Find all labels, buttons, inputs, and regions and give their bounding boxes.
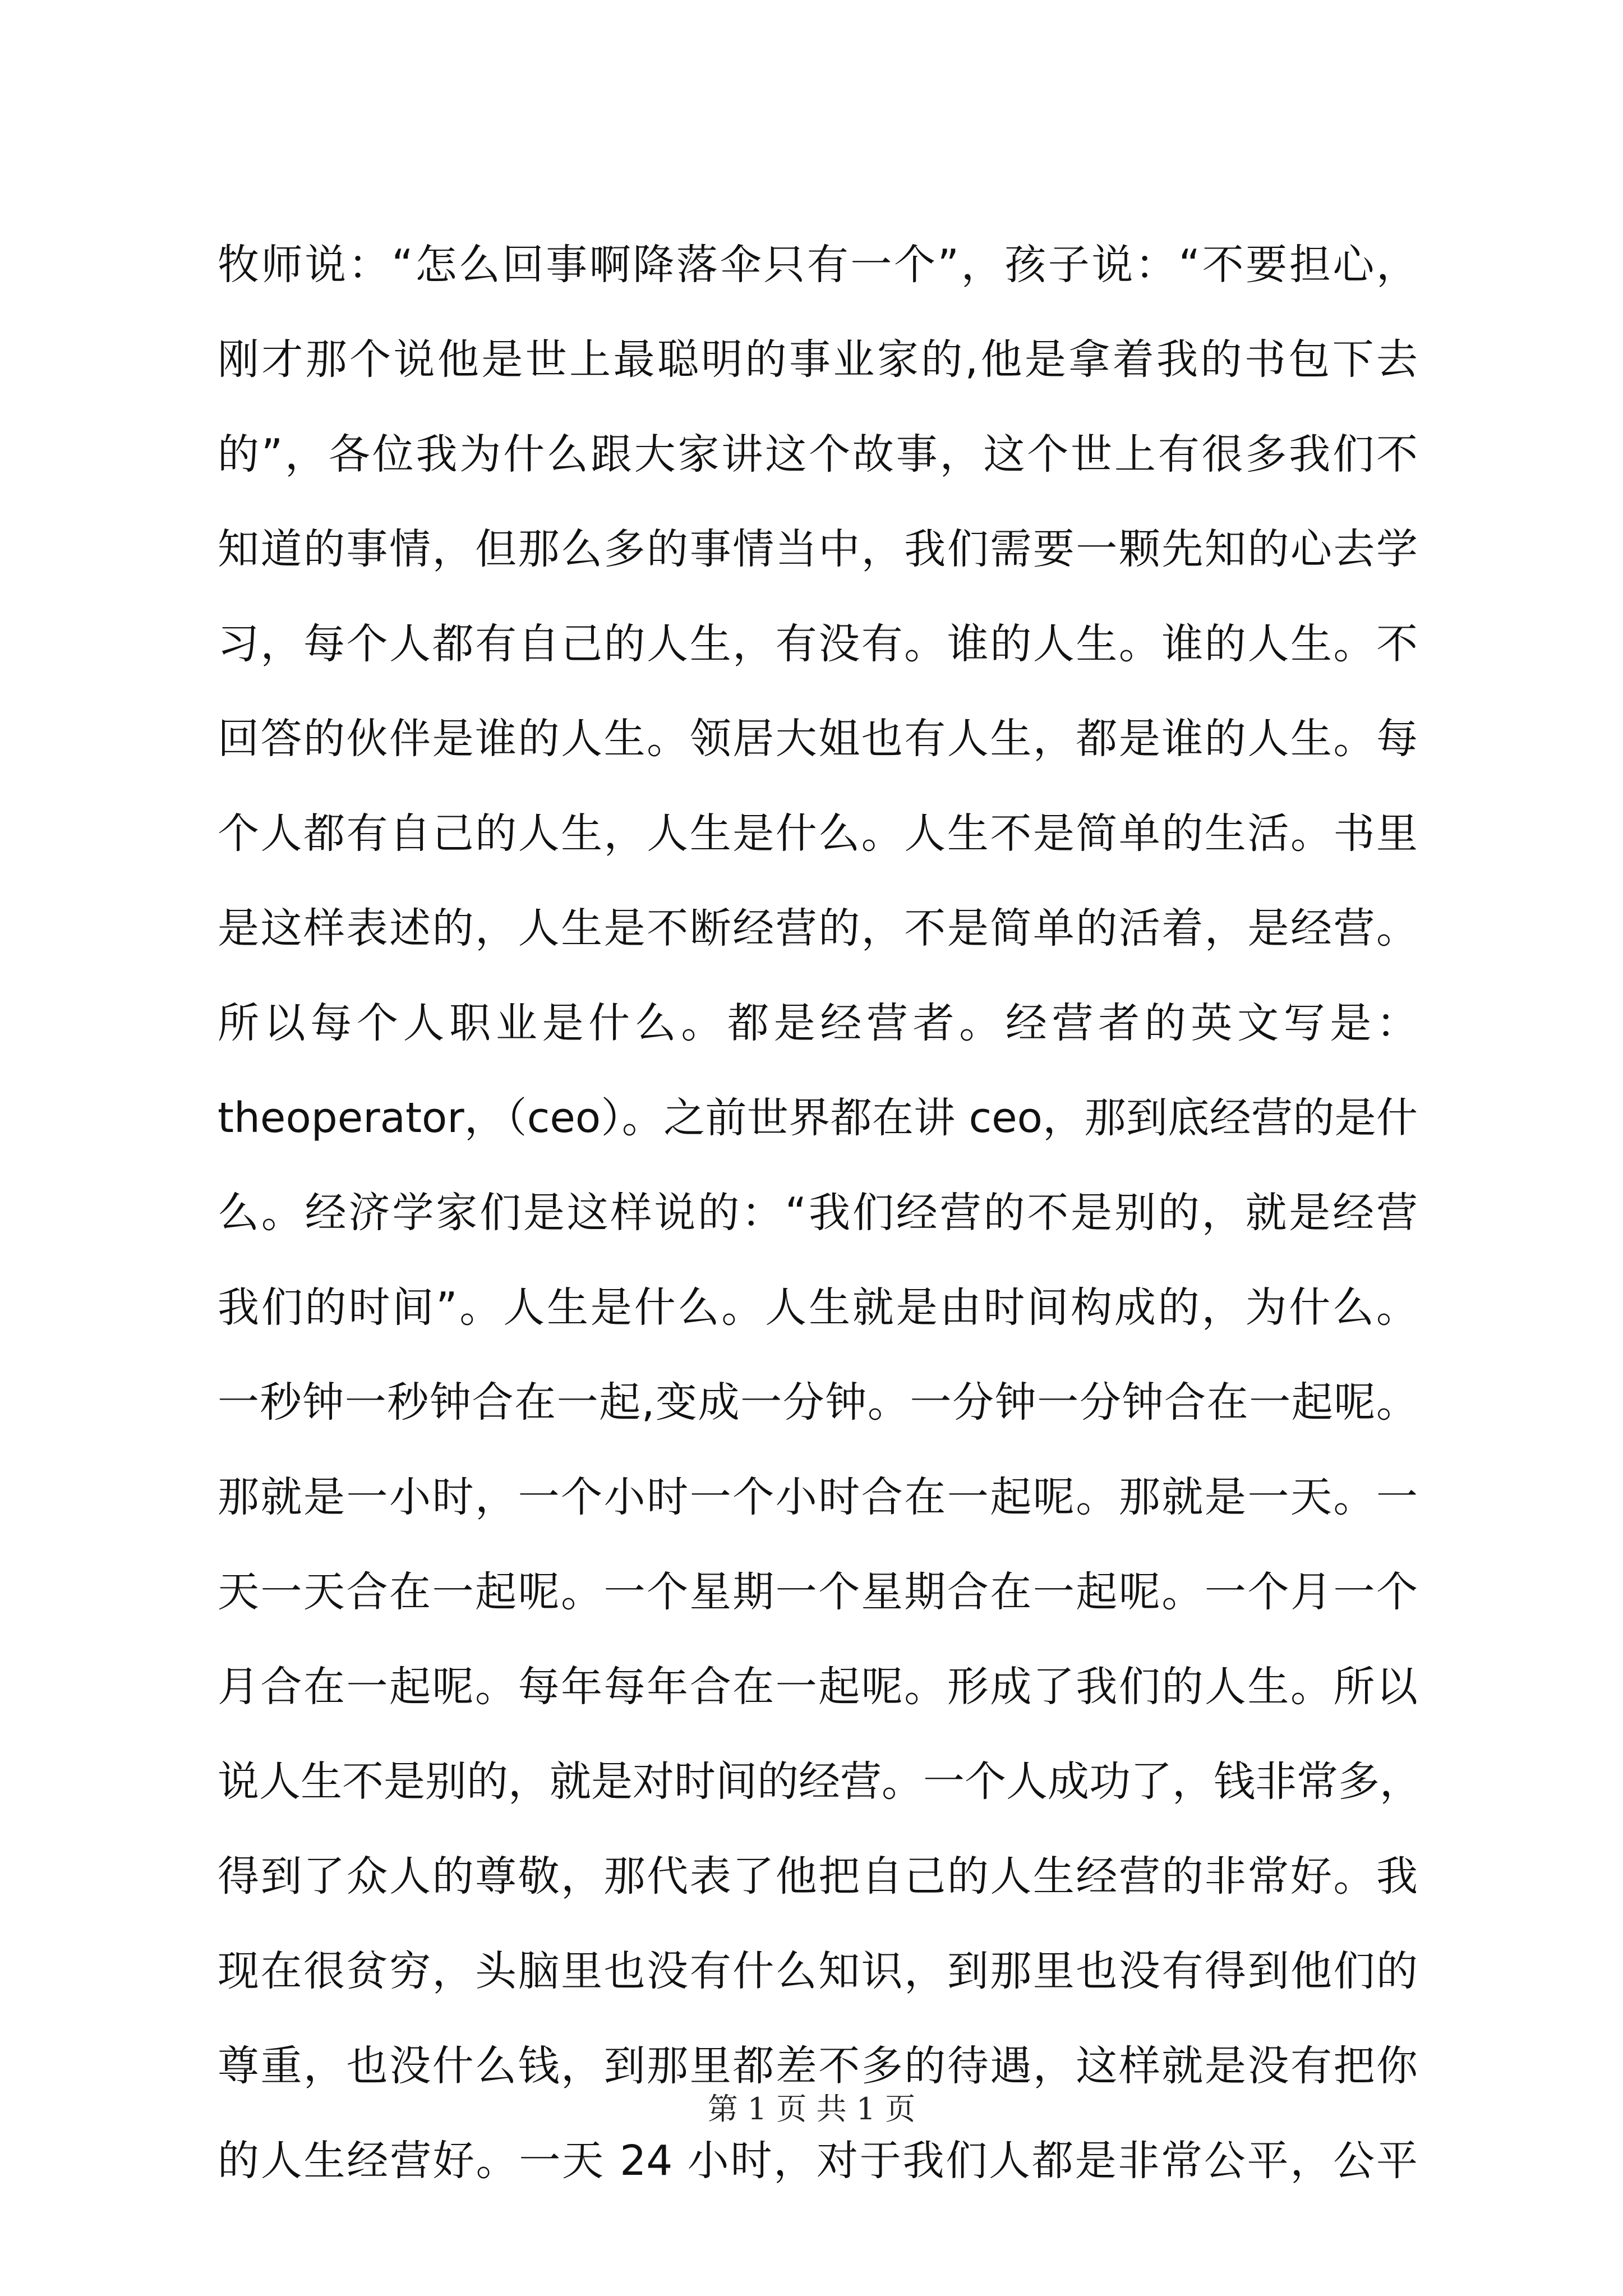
text-line: 所以每个人职业是什么。都是经营者。经营者的英文写是： (218, 999, 1418, 1047)
text-line: 说人生不是别的，就是对时间的经营。一个人成功了，钱非常多， (218, 1757, 1421, 1806)
page-number-footer: 第 1 页 共 1 页 (707, 2091, 916, 2127)
text-line: 尊重，也没什么钱，到那里都差不多的待遇，这样就是没有把你 (218, 2042, 1418, 2090)
document-body (218, 218, 1421, 2208)
text-line: 习，每个人都有自己的人生，有没有。谁的人生。谁的人生。不 (218, 620, 1418, 668)
text-line: 回答的伙伴是谁的人生。领居大姐也有人生，都是谁的人生。每 (218, 715, 1418, 763)
text-line: 一秒钟一秒钟合在一起,变成一分钟。一分钟一分钟合在一起呢。 (218, 1378, 1418, 1427)
text-line: 么。经济学家们是这样说的：“我们经营的不是别的，就是经营 (218, 1189, 1418, 1237)
text-line: 月合在一起呢。每年每年合在一起呢。形成了我们的人生。所以 (218, 1663, 1418, 1711)
text-line: 的人生经营好。一天 24 小时，对于我们人都是非常公平，公平 (218, 2137, 1418, 2185)
text-line: 的”，各位我为什么跟大家讲这个故事，这个世上有很多我们不 (218, 430, 1418, 478)
text-line: 知道的事情，但那么多的事情当中，我们需要一颗先知的心去学 (218, 525, 1418, 573)
text-line: theoperator，（ceo）。之前世界都在讲 ceo，那到底经营的是什 (218, 1094, 1418, 1142)
text-line: 个人都有自己的人生，人生是什么。人生不是简单的生活。书里 (218, 809, 1418, 858)
text-line: 牧师说：“怎么回事啊降落伞只有一个”，孩子说：“不要担心， (218, 241, 1418, 289)
text-line: 那就是一小时，一个小时一个小时合在一起呢。那就是一天。一 (218, 1473, 1418, 1521)
text-line: 我们的时间”。人生是什么。人生就是由时间构成的，为什么。 (218, 1283, 1418, 1332)
text-line: 是这样表述的，人生是不断经营的，不是简单的活着，是经营。 (218, 904, 1418, 953)
text-line: 刚才那个说他是世上最聪明的事业家的,他是拿着我的书包下去 (218, 335, 1418, 384)
text-line: 得到了众人的尊敬，那代表了他把自己的人生经营的非常好。我 (218, 1852, 1418, 1901)
text-line: 天一天合在一起呢。一个星期一个星期合在一起呢。一个月一个 (218, 1568, 1418, 1616)
text-line: 现在很贫穷，头脑里也没有什么知识，到那里也没有得到他们的 (218, 1947, 1418, 1995)
